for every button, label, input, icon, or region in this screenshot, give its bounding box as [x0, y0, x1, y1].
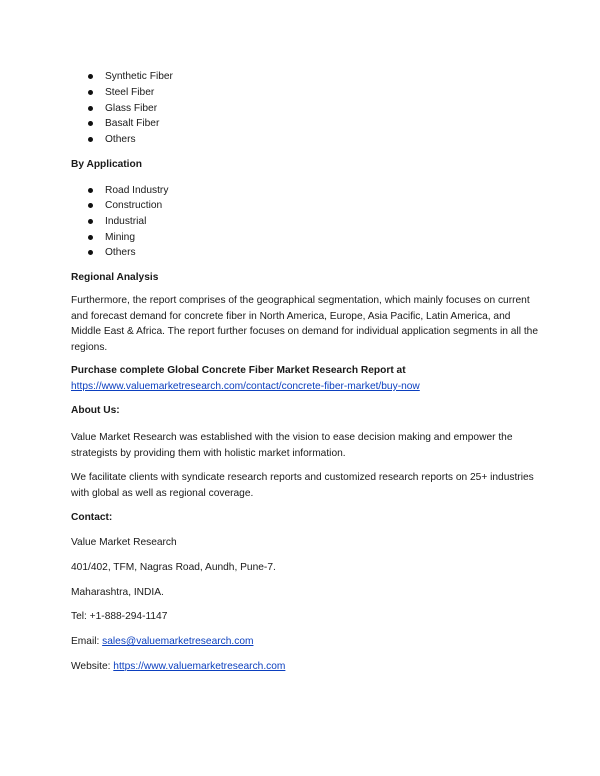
- purchase-heading: Purchase complete Global Concrete Fiber Market Research Report at: [71, 365, 406, 376]
- bullet: [88, 235, 93, 240]
- regional-text-line: regions.: [71, 342, 108, 353]
- about-us-heading: About Us:: [71, 405, 120, 416]
- by-application-heading: By Application: [71, 159, 142, 170]
- list-item: Road Industry: [105, 185, 169, 196]
- website-label: Website:: [71, 661, 114, 672]
- contact-address: 401/402, TFM, Nagras Road, Aundh, Pune-7.: [71, 562, 276, 573]
- bullet: [88, 137, 93, 142]
- bullet: [88, 121, 93, 126]
- bullet: [88, 90, 93, 95]
- bullet: [88, 219, 93, 224]
- list-item: Mining: [105, 232, 136, 243]
- list-item: Glass Fiber: [105, 103, 158, 114]
- contact-country: Maharashtra, INDIA.: [71, 587, 164, 598]
- list-item: Synthetic Fiber: [105, 71, 173, 82]
- about-text-line: with global as well as regional coverage.: [71, 488, 254, 499]
- regional-text-line: Furthermore, the report comprises of the geographical segmentation, which mainly focuses on current: [71, 295, 530, 306]
- list-item: Industrial: [105, 216, 147, 227]
- list-item: Others: [105, 247, 136, 258]
- list-item: Steel Fiber: [105, 87, 155, 98]
- bullet: [88, 188, 93, 193]
- purchase-link[interactable]: https://www.valuemarketresearch.com/contact/concrete-fiber-market/buy-now: [71, 381, 420, 392]
- contact-website-line: [71, 661, 285, 672]
- about-text-line: Value Market Research was established with the vision to ease decision making and empower the: [71, 432, 513, 443]
- email-label: Email:: [71, 636, 103, 647]
- bullet: [88, 250, 93, 255]
- website-link[interactable]: https://www.valuemarketresearch.com: [113, 661, 286, 672]
- regional-text-line: and forecast demand for concrete fiber in North America, Europe, Asia Pacific, Latin America, and: [71, 311, 511, 322]
- about-text-line: strategists by providing them with holistic market information.: [71, 448, 346, 459]
- contact-heading: Contact:: [71, 512, 113, 523]
- regional-analysis-heading: Regional Analysis: [71, 272, 159, 283]
- about-text-line: We facilitate clients with syndicate research reports and customized research reports on 25+ industries: [71, 472, 534, 483]
- contact-company: Value Market Research: [71, 537, 177, 548]
- contact-email-line: [71, 636, 253, 647]
- contact-tel: Tel: +1-888-294-1147: [71, 611, 168, 622]
- list-item: Construction: [105, 200, 163, 211]
- bullet: [88, 106, 93, 111]
- list-item: Others: [105, 134, 136, 145]
- bullet: [88, 203, 93, 208]
- list-item: Basalt Fiber: [105, 118, 160, 129]
- bullet: [88, 74, 93, 79]
- regional-text-line: Middle East & Africa. The report further focuses on demand for individual application segments in all the: [71, 326, 538, 337]
- email-link[interactable]: sales@valuemarketresearch.com: [102, 636, 254, 647]
